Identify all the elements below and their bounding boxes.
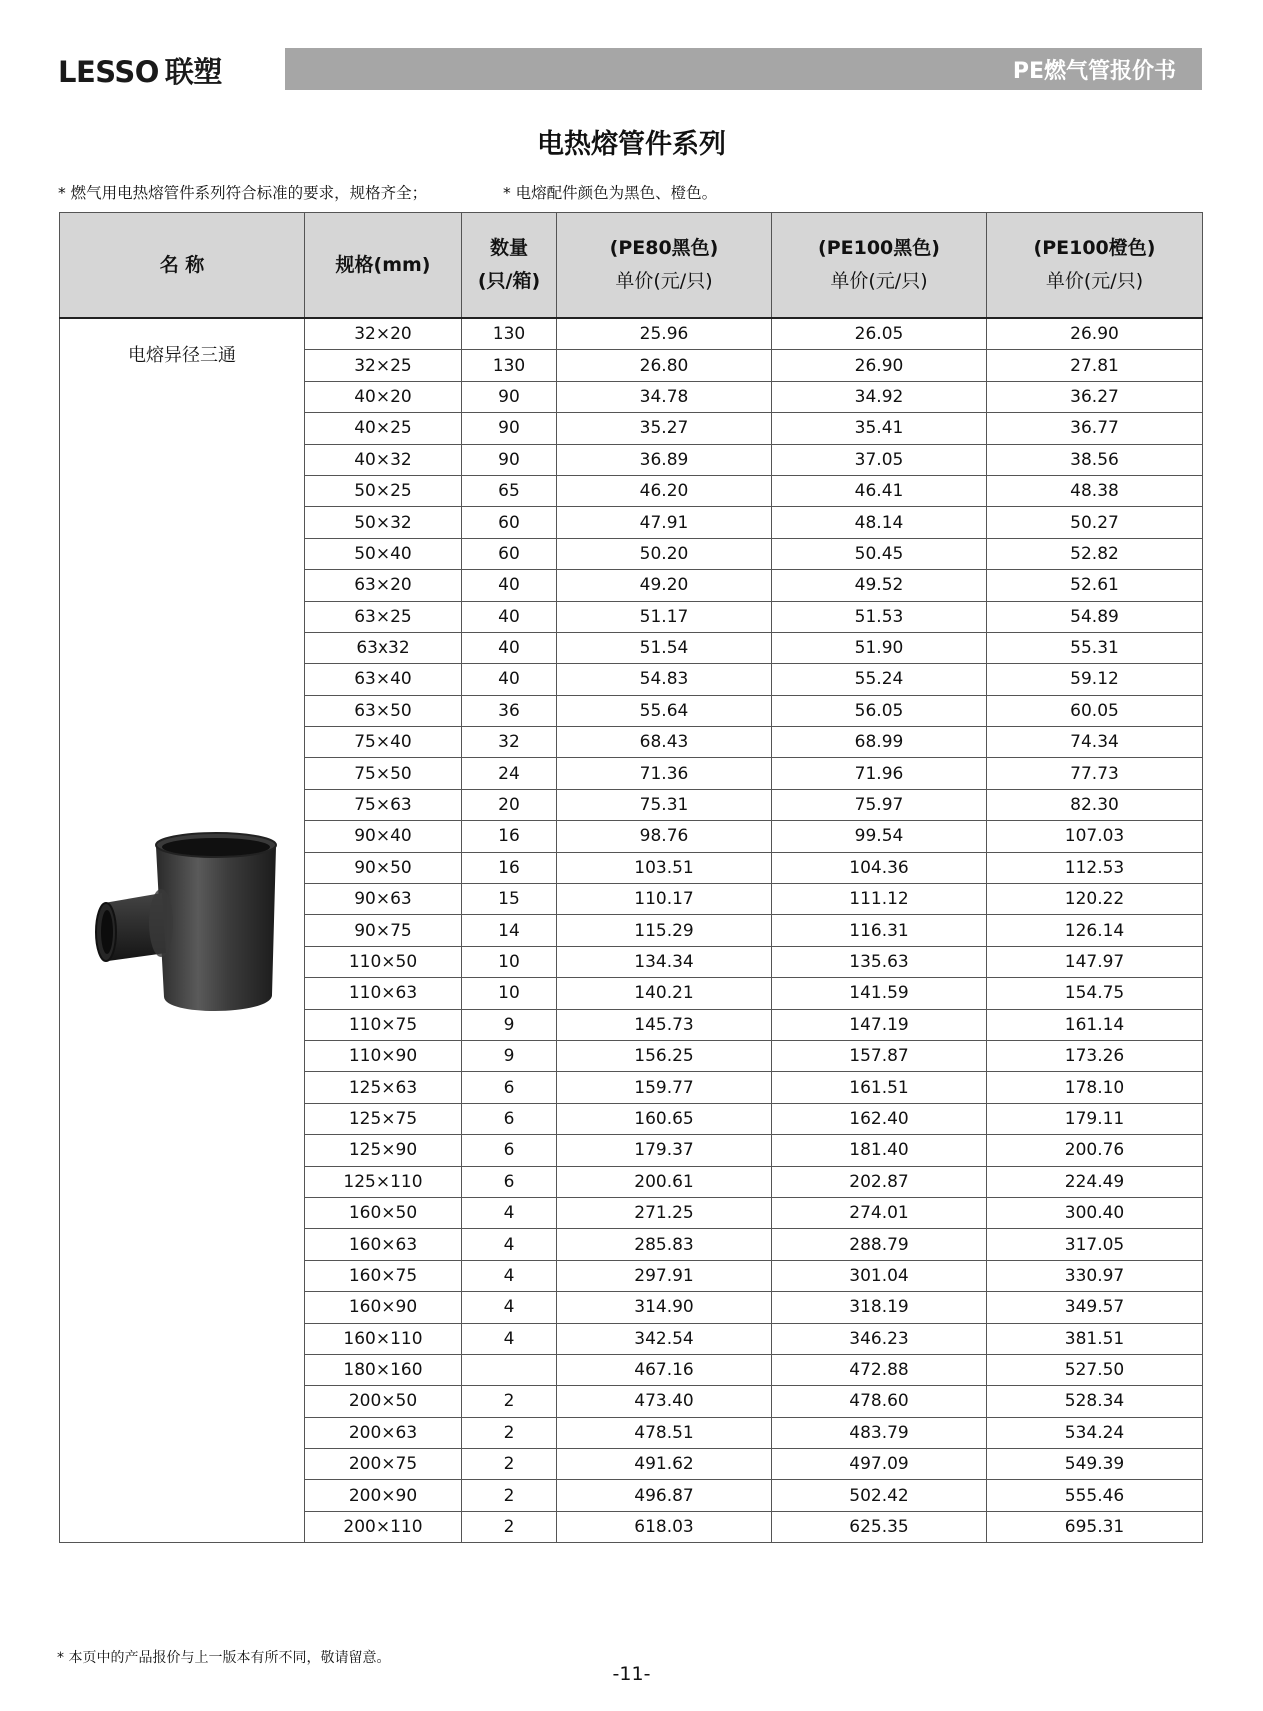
table-header-row	[60, 213, 1203, 319]
qty-cell: 40	[462, 570, 557, 601]
price-pe100-black-cell: 202.87	[772, 1166, 987, 1197]
price-pe100-orange-cell: 38.56	[987, 444, 1203, 475]
price-pe80-black-cell: 51.54	[557, 632, 772, 663]
spec-cell: 125×75	[305, 1103, 462, 1134]
price-pe100-black-cell: 51.90	[772, 632, 987, 663]
price-pe100-black-cell: 56.05	[772, 695, 987, 726]
price-pe80-black-cell: 50.20	[557, 538, 772, 569]
price-pe100-black-cell: 346.23	[772, 1323, 987, 1354]
spec-cell: 75×40	[305, 727, 462, 758]
spec-cell: 40×20	[305, 381, 462, 412]
qty-cell: 40	[462, 632, 557, 663]
spec-cell: 200×110	[305, 1511, 462, 1542]
price-pe100-orange-cell: 178.10	[987, 1072, 1203, 1103]
price-pe80-black-cell: 179.37	[557, 1135, 772, 1166]
price-pe100-black-cell: 478.60	[772, 1386, 987, 1417]
price-pe100-orange-cell: 36.77	[987, 413, 1203, 444]
price-pe100-orange-cell: 224.49	[987, 1166, 1203, 1197]
price-table	[59, 212, 1203, 1543]
header-pe100-orange: (PE100橙色) 单价(元/只)	[987, 213, 1203, 319]
price-pe80-black-cell: 496.87	[557, 1480, 772, 1511]
qty-cell: 90	[462, 444, 557, 475]
price-pe100-orange-cell: 330.97	[987, 1260, 1203, 1291]
qty-cell: 40	[462, 601, 557, 632]
qty-cell: 130	[462, 350, 557, 381]
price-pe100-black-cell: 99.54	[772, 821, 987, 852]
price-pe80-black-cell: 140.21	[557, 978, 772, 1009]
qty-cell: 10	[462, 946, 557, 977]
spec-cell: 200×75	[305, 1449, 462, 1480]
qty-cell: 2	[462, 1386, 557, 1417]
qty-cell: 4	[462, 1260, 557, 1291]
price-pe80-black-cell: 54.83	[557, 664, 772, 695]
price-pe80-black-cell: 51.17	[557, 601, 772, 632]
price-pe80-black-cell: 134.34	[557, 946, 772, 977]
price-pe80-black-cell: 75.31	[557, 789, 772, 820]
price-pe100-black-cell: 104.36	[772, 852, 987, 883]
price-pe100-orange-cell: 50.27	[987, 507, 1203, 538]
price-pe100-orange-cell: 200.76	[987, 1135, 1203, 1166]
spec-cell: 125×110	[305, 1166, 462, 1197]
price-pe100-orange-cell: 695.31	[987, 1511, 1203, 1542]
price-pe80-black-cell: 491.62	[557, 1449, 772, 1480]
qty-cell: 2	[462, 1511, 557, 1542]
header-spec: 规格(mm)	[305, 213, 462, 319]
price-pe80-black-cell: 68.43	[557, 727, 772, 758]
price-pe80-black-cell: 25.96	[557, 318, 772, 350]
price-pe80-black-cell: 342.54	[557, 1323, 772, 1354]
qty-cell: 36	[462, 695, 557, 726]
price-pe100-orange-cell: 27.81	[987, 350, 1203, 381]
price-pe100-orange-cell: 527.50	[987, 1354, 1203, 1385]
spec-cell: 160×110	[305, 1323, 462, 1354]
spec-cell: 63x32	[305, 632, 462, 663]
price-pe80-black-cell: 159.77	[557, 1072, 772, 1103]
price-pe100-black-cell: 51.53	[772, 601, 987, 632]
logo-cn: 联塑	[164, 55, 222, 89]
price-pe100-black-cell: 483.79	[772, 1417, 987, 1448]
qty-cell: 20	[462, 789, 557, 820]
spec-cell: 50×40	[305, 538, 462, 569]
spec-cell: 200×50	[305, 1386, 462, 1417]
price-pe100-orange-cell: 549.39	[987, 1449, 1203, 1480]
price-pe80-black-cell: 160.65	[557, 1103, 772, 1134]
qty-cell: 6	[462, 1166, 557, 1197]
price-pe100-black-cell: 37.05	[772, 444, 987, 475]
spec-cell: 75×50	[305, 758, 462, 789]
qty-cell: 4	[462, 1229, 557, 1260]
qty-cell: 6	[462, 1135, 557, 1166]
product-name: 电熔异径三通	[128, 345, 236, 366]
price-pe100-black-cell: 46.41	[772, 475, 987, 506]
price-pe100-black-cell: 318.19	[772, 1292, 987, 1323]
qty-cell: 9	[462, 1009, 557, 1040]
price-pe100-black-cell: 157.87	[772, 1040, 987, 1071]
page-number: -11-	[612, 1663, 651, 1685]
table-row	[60, 318, 1203, 350]
price-pe100-orange-cell: 59.12	[987, 664, 1203, 695]
price-pe100-orange-cell: 179.11	[987, 1103, 1203, 1134]
price-pe100-black-cell: 472.88	[772, 1354, 987, 1385]
price-pe80-black-cell: 285.83	[557, 1229, 772, 1260]
spec-cell: 32×20	[305, 318, 462, 350]
qty-cell: 16	[462, 821, 557, 852]
price-pe80-black-cell: 156.25	[557, 1040, 772, 1071]
price-pe80-black-cell: 271.25	[557, 1197, 772, 1228]
spec-cell: 63×40	[305, 664, 462, 695]
price-pe80-black-cell: 110.17	[557, 884, 772, 915]
price-pe80-black-cell: 55.64	[557, 695, 772, 726]
qty-cell: 16	[462, 852, 557, 883]
price-pe80-black-cell: 49.20	[557, 570, 772, 601]
price-pe100-black-cell: 288.79	[772, 1229, 987, 1260]
qty-cell: 2	[462, 1417, 557, 1448]
price-pe100-orange-cell: 52.82	[987, 538, 1203, 569]
spec-cell: 110×50	[305, 946, 462, 977]
spec-cell: 125×90	[305, 1135, 462, 1166]
price-pe100-orange-cell: 52.61	[987, 570, 1203, 601]
price-pe80-black-cell: 467.16	[557, 1354, 772, 1385]
price-pe100-orange-cell: 26.90	[987, 318, 1203, 350]
reducing-tee-image	[86, 825, 282, 1017]
spec-cell: 90×40	[305, 821, 462, 852]
qty-cell: 60	[462, 538, 557, 569]
price-pe100-orange-cell: 74.34	[987, 727, 1203, 758]
price-pe100-orange-cell: 112.53	[987, 852, 1203, 883]
price-pe100-black-cell: 141.59	[772, 978, 987, 1009]
spec-cell: 125×63	[305, 1072, 462, 1103]
price-pe100-black-cell: 161.51	[772, 1072, 987, 1103]
header-name: 名 称	[60, 213, 305, 319]
note-color: * 电熔配件颜色为黑色、橙色。	[503, 184, 718, 202]
price-pe100-orange-cell: 60.05	[987, 695, 1203, 726]
price-pe100-black-cell: 497.09	[772, 1449, 987, 1480]
qty-cell: 40	[462, 664, 557, 695]
note-standard: * 燃气用电热熔管件系列符合标准的要求，规格齐全；	[58, 184, 428, 202]
spec-cell: 110×63	[305, 978, 462, 1009]
price-pe80-black-cell: 71.36	[557, 758, 772, 789]
qty-cell: 4	[462, 1323, 557, 1354]
header-pe100-black: (PE100黑色) 单价(元/只)	[772, 213, 987, 319]
price-pe100-orange-cell: 147.97	[987, 946, 1203, 977]
qty-cell: 4	[462, 1292, 557, 1323]
qty-cell: 2	[462, 1480, 557, 1511]
qty-cell: 90	[462, 381, 557, 412]
price-pe100-orange-cell: 161.14	[987, 1009, 1203, 1040]
spec-cell: 160×75	[305, 1260, 462, 1291]
price-pe100-black-cell: 68.99	[772, 727, 987, 758]
spec-cell: 110×90	[305, 1040, 462, 1071]
price-pe80-black-cell: 297.91	[557, 1260, 772, 1291]
spec-cell: 90×63	[305, 884, 462, 915]
spec-cell: 63×50	[305, 695, 462, 726]
price-pe80-black-cell: 478.51	[557, 1417, 772, 1448]
price-pe100-black-cell: 135.63	[772, 946, 987, 977]
price-pe100-black-cell: 274.01	[772, 1197, 987, 1228]
price-pe100-orange-cell: 36.27	[987, 381, 1203, 412]
price-pe100-black-cell: 49.52	[772, 570, 987, 601]
page-title: 电热熔管件系列	[537, 129, 726, 160]
price-pe80-black-cell: 618.03	[557, 1511, 772, 1542]
price-pe100-orange-cell: 349.57	[987, 1292, 1203, 1323]
price-pe80-black-cell: 314.90	[557, 1292, 772, 1323]
qty-cell: 24	[462, 758, 557, 789]
spec-cell: 63×20	[305, 570, 462, 601]
spec-cell: 50×32	[305, 507, 462, 538]
header-banner	[285, 48, 1202, 90]
price-pe100-orange-cell: 48.38	[987, 475, 1203, 506]
price-pe100-black-cell: 26.90	[772, 350, 987, 381]
price-pe80-black-cell: 103.51	[557, 852, 772, 883]
spec-cell: 63×25	[305, 601, 462, 632]
price-pe80-black-cell: 47.91	[557, 507, 772, 538]
price-pe100-orange-cell: 381.51	[987, 1323, 1203, 1354]
price-pe80-black-cell: 35.27	[557, 413, 772, 444]
price-pe100-black-cell: 26.05	[772, 318, 987, 350]
price-pe100-orange-cell: 173.26	[987, 1040, 1203, 1071]
spec-cell: 160×50	[305, 1197, 462, 1228]
price-pe100-black-cell: 625.35	[772, 1511, 987, 1542]
qty-cell: 9	[462, 1040, 557, 1071]
qty-cell: 65	[462, 475, 557, 506]
spec-cell: 160×63	[305, 1229, 462, 1260]
price-pe100-orange-cell: 120.22	[987, 884, 1203, 915]
spec-cell: 90×75	[305, 915, 462, 946]
price-pe100-orange-cell: 126.14	[987, 915, 1203, 946]
product-name-cell	[60, 318, 305, 1543]
qty-cell	[462, 1354, 557, 1385]
spec-cell: 32×25	[305, 350, 462, 381]
price-pe100-orange-cell: 107.03	[987, 821, 1203, 852]
price-pe100-orange-cell: 300.40	[987, 1197, 1203, 1228]
price-pe100-black-cell: 502.42	[772, 1480, 987, 1511]
price-pe100-orange-cell: 154.75	[987, 978, 1203, 1009]
spec-cell: 200×90	[305, 1480, 462, 1511]
qty-cell: 14	[462, 915, 557, 946]
price-pe80-black-cell: 46.20	[557, 475, 772, 506]
qty-cell: 2	[462, 1449, 557, 1480]
price-pe100-black-cell: 71.96	[772, 758, 987, 789]
price-pe100-black-cell: 116.31	[772, 915, 987, 946]
spec-cell: 40×25	[305, 413, 462, 444]
price-pe80-black-cell: 200.61	[557, 1166, 772, 1197]
qty-cell: 32	[462, 727, 557, 758]
spec-cell: 90×50	[305, 852, 462, 883]
brand-logo	[58, 50, 222, 89]
price-pe100-black-cell: 111.12	[772, 884, 987, 915]
price-pe100-black-cell: 147.19	[772, 1009, 987, 1040]
price-pe100-orange-cell: 82.30	[987, 789, 1203, 820]
price-pe100-black-cell: 301.04	[772, 1260, 987, 1291]
qty-cell: 60	[462, 507, 557, 538]
price-pe80-black-cell: 34.78	[557, 381, 772, 412]
spec-cell: 40×32	[305, 444, 462, 475]
spec-cell: 200×63	[305, 1417, 462, 1448]
qty-cell: 6	[462, 1103, 557, 1134]
spec-cell: 50×25	[305, 475, 462, 506]
price-pe100-orange-cell: 55.31	[987, 632, 1203, 663]
price-pe100-black-cell: 35.41	[772, 413, 987, 444]
price-pe80-black-cell: 98.76	[557, 821, 772, 852]
price-pe100-orange-cell: 555.46	[987, 1480, 1203, 1511]
price-pe100-black-cell: 75.97	[772, 789, 987, 820]
qty-cell: 15	[462, 884, 557, 915]
footnote: * 本页中的产品报价与上一版本有所不同，敬请留意。	[57, 1650, 391, 1666]
header-qty: 数量 (只/箱)	[462, 213, 557, 319]
spec-cell: 110×75	[305, 1009, 462, 1040]
spec-cell: 160×90	[305, 1292, 462, 1323]
price-pe100-orange-cell: 534.24	[987, 1417, 1203, 1448]
price-pe100-black-cell: 50.45	[772, 538, 987, 569]
price-pe80-black-cell: 115.29	[557, 915, 772, 946]
price-pe80-black-cell: 26.80	[557, 350, 772, 381]
qty-cell: 10	[462, 978, 557, 1009]
price-pe80-black-cell: 473.40	[557, 1386, 772, 1417]
price-pe100-black-cell: 181.40	[772, 1135, 987, 1166]
qty-cell: 90	[462, 413, 557, 444]
qty-cell: 4	[462, 1197, 557, 1228]
price-pe100-orange-cell: 54.89	[987, 601, 1203, 632]
price-pe100-black-cell: 48.14	[772, 507, 987, 538]
price-pe100-black-cell: 55.24	[772, 664, 987, 695]
price-pe100-orange-cell: 528.34	[987, 1386, 1203, 1417]
price-pe100-orange-cell: 317.05	[987, 1229, 1203, 1260]
spec-cell: 75×63	[305, 789, 462, 820]
price-pe100-orange-cell: 77.73	[987, 758, 1203, 789]
logo-en: LESSO	[58, 55, 159, 89]
header-pe80-black: (PE80黑色) 单价(元/只)	[557, 213, 772, 319]
price-pe80-black-cell: 145.73	[557, 1009, 772, 1040]
qty-cell: 130	[462, 318, 557, 350]
price-pe80-black-cell: 36.89	[557, 444, 772, 475]
price-pe100-black-cell: 162.40	[772, 1103, 987, 1134]
price-pe100-black-cell: 34.92	[772, 381, 987, 412]
spec-cell: 180×160	[305, 1354, 462, 1385]
qty-cell: 6	[462, 1072, 557, 1103]
banner-title: PE燃气管报价书	[1012, 58, 1176, 84]
